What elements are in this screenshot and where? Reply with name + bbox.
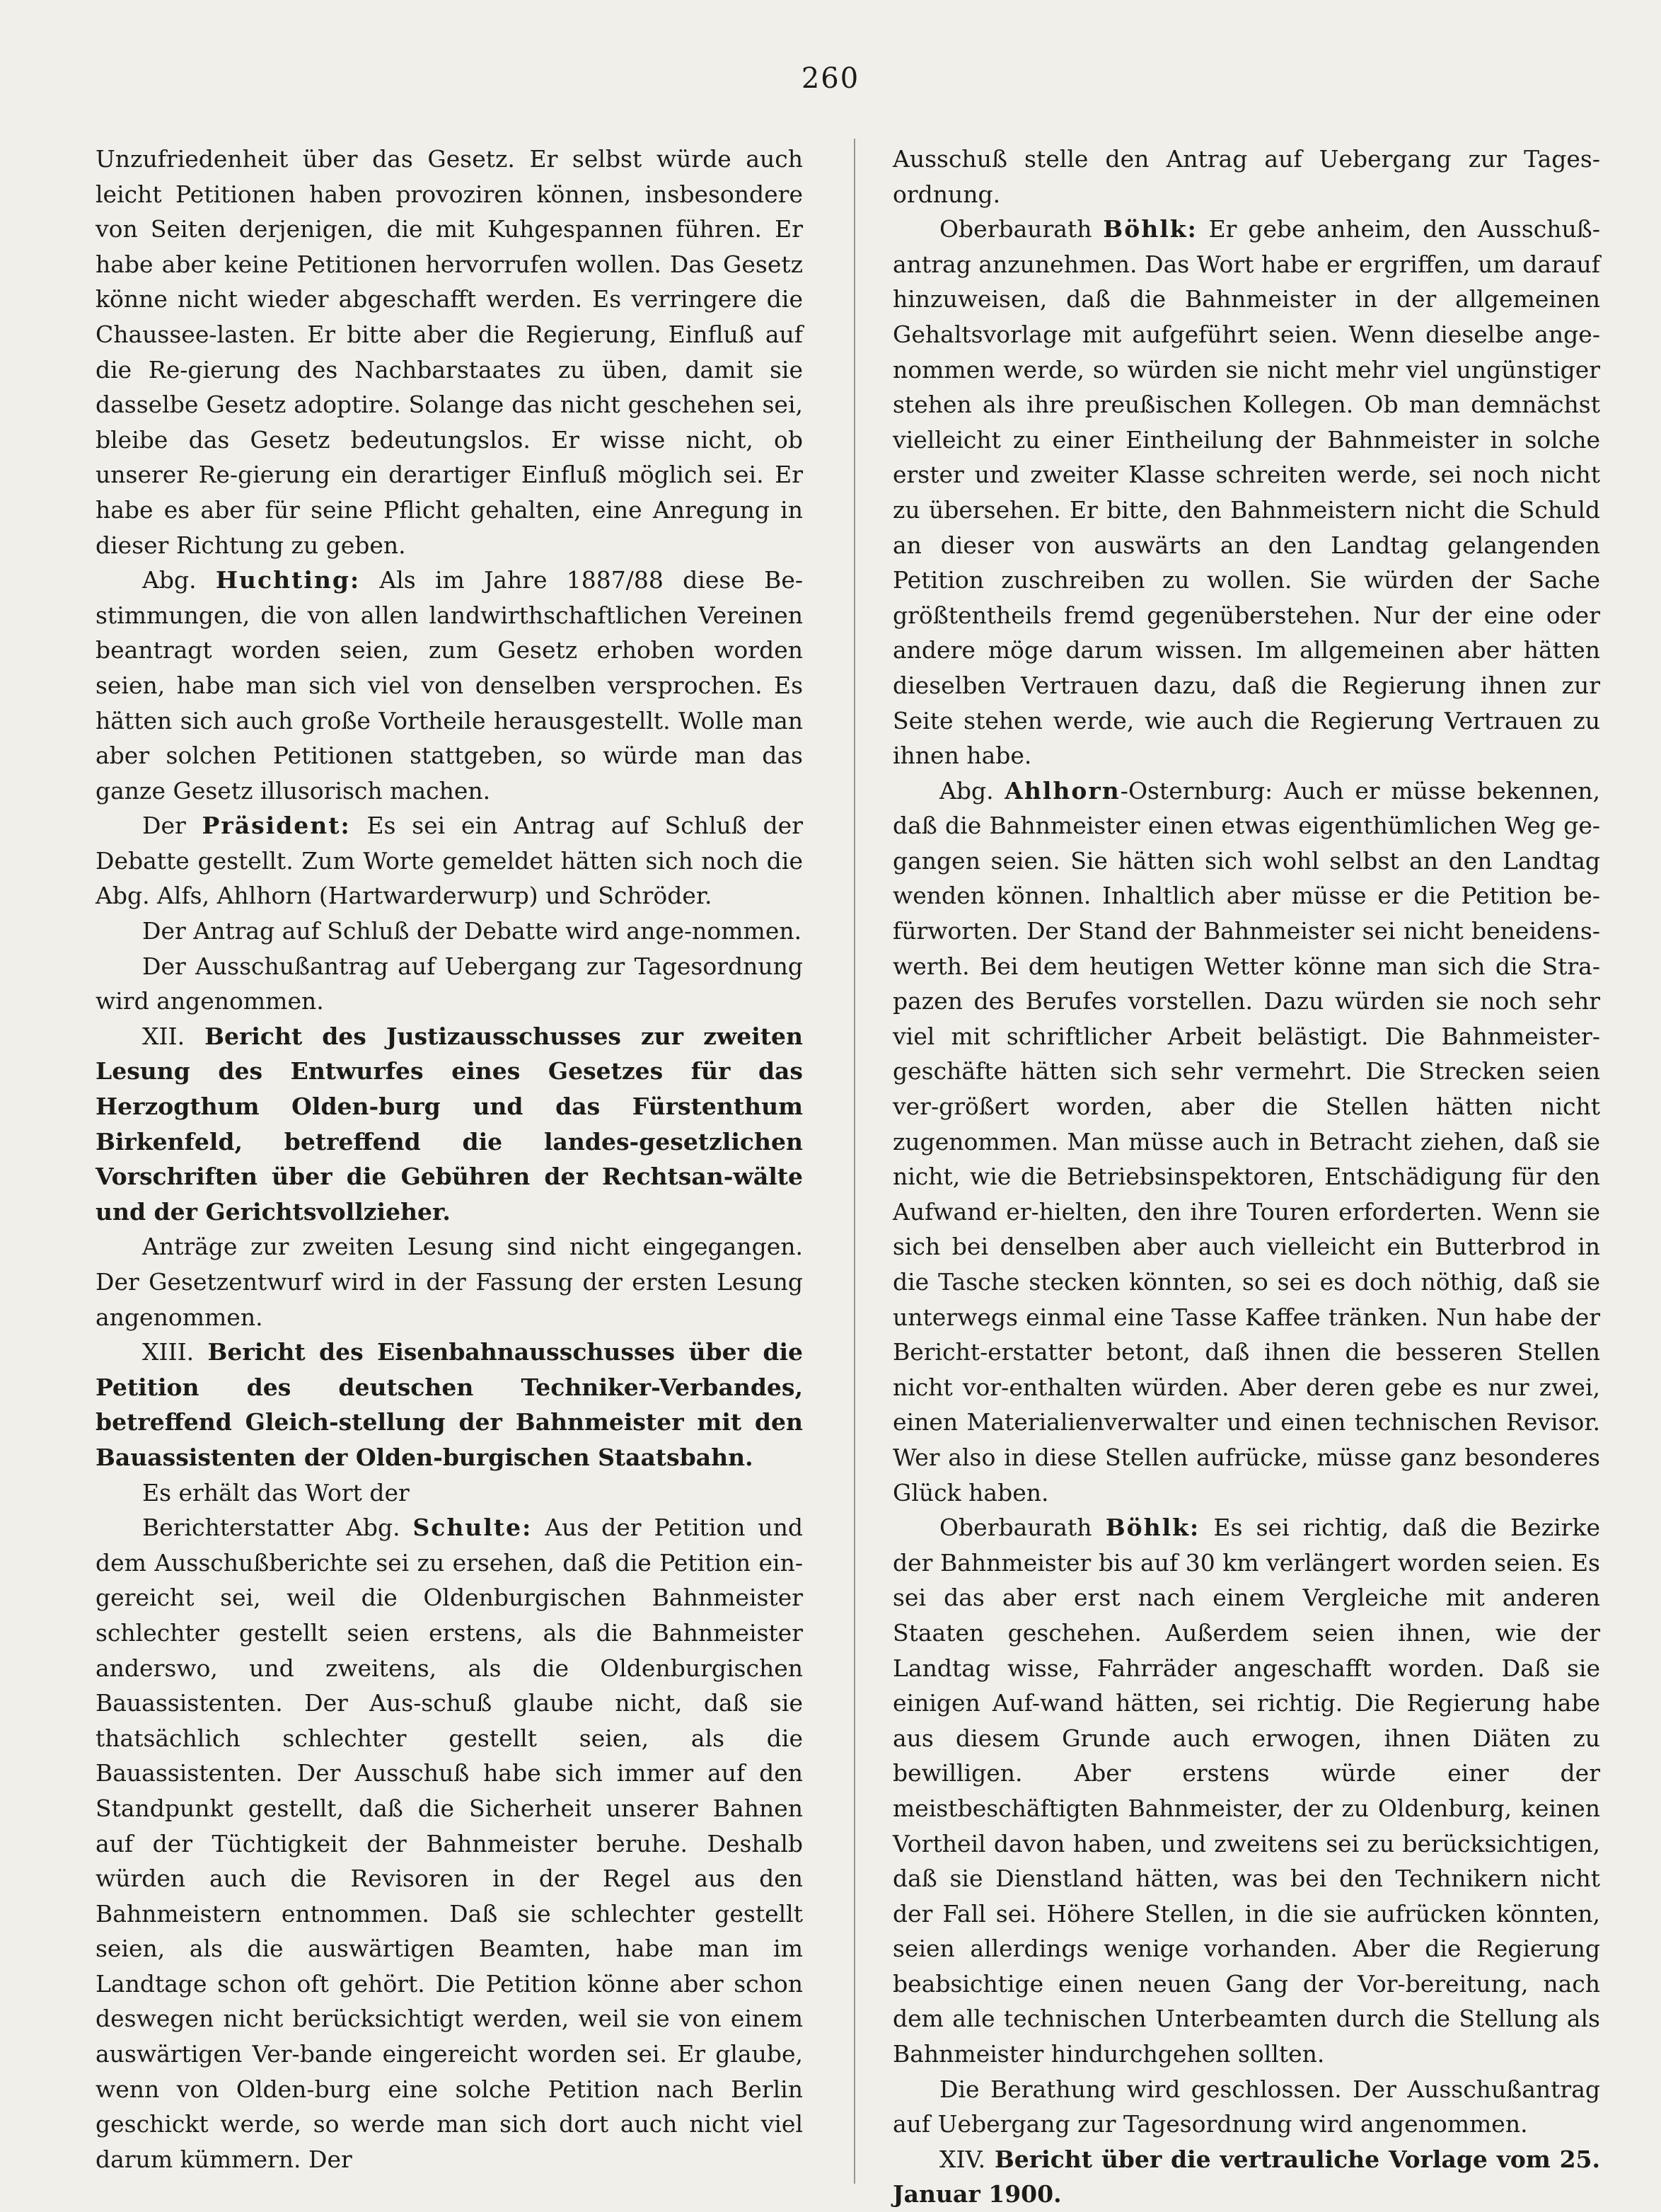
right-column — [893, 142, 1600, 2212]
speech-text: Es sei ein Antrag auf Schluß der Debatte gestellt. Zum Worte gemeldet hätten sich noch die Abg. Alfs, Ahlhorn (Hartwarderwurp) und Schröder. — [96, 812, 803, 910]
paragraph-boehlk — [893, 212, 1600, 773]
speaker-title: Der — [142, 812, 186, 840]
speech-text: Als im Jahre 1887/88 diese Be-stimmungen, die von allen landwirthschaftlichen Vereinen beantragt worden seien, zum Gesetz erhoben worden seien, habe man sich viel von denselben versprochen. Es hätten sich auch große Vortheile herausgestellt. Wolle man aber solchen Petitionen stattgeben, so würde man das ganze Gesetz illusorisch machen. — [96, 566, 803, 805]
speech-text: Er gebe anheim, den Ausschuß-antrag anzunehmen. Das Wort habe er ergriffen, um darauf hinzuweisen, daß die Bahnmeister in der allgemeinen Gehaltsvorlage mit aufgeführt seien. Wenn dieselbe ange-nommen werde, so würden sie nicht mehr viel ungünstiger stehen als ihre preußischen Kollegen. Ob man demnächst vielleicht zu einer Eintheilung der Bahnmeister in solche erster und zweiter Klasse schreiten werde, sei noch nicht zu übersehen. Er bitte, den Bahnmeistern nicht die Schuld an dieser von auswärts an den Landtag gelangenden Petition zuschreiben zu wollen. Sie würden der Sache größtentheils fremd gegenüberstehen. Nur der eine oder andere möge darum wissen. Im allgemeinen aber hätten dieselben Vertrauen dazu, daß die Regierung ihnen zur Seite stehen werde, wie auch die Regierung Vertrauen zu ihnen habe. — [893, 215, 1600, 770]
paragraph: Anträge zur zweiten Lesung sind nicht eingegangen. Der Gesetzentwurf wird in der Fassung der ersten Lesung angenommen. — [96, 1233, 803, 1331]
paragraph: Der Ausschußantrag auf Uebergang zur Tagesordnung wird angenommen. — [96, 952, 803, 1015]
paragraph: Unzufriedenheit über das Gesetz. Er selbst würde auch leicht Petitionen haben provoziren können, insbesondere von Seiten derjenigen, die mit Kuhgespannen führen. Er habe aber keine Petitionen hervorrufen wollen. Das Gesetz könne nicht wieder abgeschafft werden. Es verringere die Chaussee-lasten. Er bitte aber die Regierung, Einfluß auf die Re-gierung des Nachbarstaates zu üben, damit sie dasselbe Gesetz adoptire. Solange das nicht geschehen sei, bleibe das Gesetz bedeutungslos. Er wisse nicht, ob unserer Re-gierung ein derartiger Einfluß möglich sei. Er habe es aber für seine Pflicht gehalten, eine Anregung in dieser Richtung zu geben. — [96, 145, 803, 559]
paragraph: Ausschuß stelle den Antrag auf Uebergang zur Tages-ordnung. — [893, 145, 1600, 208]
section-title: Bericht des Justizausschusses zur zweiten Lesung des Entwurfes eines Gesetzes für das Herzogthum Olden-burg und das Fürstenthum Birkenfeld, betreffend die landes-gesetzlichen Vorschriften über die Gebühren der Rechtsan-wälte und der Gerichtsvollzieher. — [96, 1022, 803, 1226]
section-number: XII. — [142, 1022, 185, 1050]
speaker-name: Schulte: — [412, 1514, 533, 1542]
speaker-title: Oberbaurath — [939, 1514, 1092, 1542]
speech-text: Es sei richtig, daß die Bezirke der Bahnmeister bis auf 30 km verlängert worden seien. Es sei das aber erst nach einem Vergleiche mit anderen Staaten geschehen. Außerdem seien ihnen, wie der Landtag wisse, Fahrräder angeschafft worden. Daß sie einigen Auf-wand hätten, sei richtig. Die Regierung habe aus diesem Grunde auch erwogen, ihnen Diäten zu bewilligen. Aber erstens würde einer der meistbeschäftigten Bahnmeister, der zu Oldenburg, keinen Vortheil davon haben, und zweitens sei zu berücksichtigen, daß sie Dienstland hätten, was bei den Technikern nicht der Fall sei. Höhere Stellen, in die sie aufrücken könnten, seien allerdings wenige vorhanden. Aber die Regierung beabsichtige einen neuen Gang der Vor-bereitung, nach dem alle technischen Unterbeamten durch die Stellung als Bahnmeister hindurchgehen sollten. — [893, 1514, 1600, 2068]
section-title: Bericht des Eisenbahnausschusses über die Petition des deutschen Techniker-Verbandes, betreffend Gleich-stellung der Bahnmeister mit den Bauassistenten der Olden-burgischen Staatsbahn. — [96, 1338, 803, 1471]
speaker-title: Abg. — [142, 566, 197, 594]
paragraph: Der Antrag auf Schluß der Debatte wird ange-nommen. — [142, 917, 802, 945]
speaker-name: Huchting: — [215, 566, 361, 594]
paragraph: Die Berathung wird geschlossen. Der Ausschußantrag auf Uebergang zur Tagesordnung wird angenommen. — [893, 2075, 1600, 2138]
paragraph-praesident — [96, 808, 803, 914]
paragraph-boehlk-2 — [893, 1510, 1600, 2072]
speaker-title: Oberbaurath — [939, 215, 1092, 243]
section-title: Bericht über die vertrauliche Vorlage vom 25. Januar 1900. — [893, 2145, 1600, 2208]
speaker-name: Böhlk: — [1103, 215, 1198, 243]
section-heading-xii — [96, 1019, 803, 1230]
section-number: XIV. — [939, 2145, 986, 2173]
paragraph-ahlhorn — [893, 773, 1600, 1510]
page-number: 260 — [801, 62, 860, 95]
paragraph-schulte — [96, 1510, 803, 2177]
speech-text: -Osternburg: Auch er müsse bekennen, daß die Bahnmeister einen etwas eigenthümlichen Weg ge-gangen seien. Sie hätten sich wohl selbst an den Landtag wenden können. Inhaltlich aber müsse er die Petition be-fürworten. Der Stand der Bahnmeister sei nicht beneidens-werth. Bei dem heutigen Wetter könne man sich die Stra-pazen des Berufes vorstellen. Dazu würden sie noch sehr viel mit schriftlicher Arbeit belästigt. Die Bahnmeister-geschäfte hätten sich sehr vermehrt. Die Strecken seien ver-größert worden, aber die Stellen hätten nicht zugenommen. Man müsse auch in Betracht ziehen, daß sie nicht, wie die Betriebsinspektoren, Entschädigung für den Aufwand er-hielten, den ihre Touren erforderten. Wenn sie sich bei denselben aber auch vielleicht ein Butterbrod in die Tasche stecken könnten, so sei es doch nöthig, daß sie unterwegs einmal eine Tasse Kaffee tränken. Nun habe der Bericht-erstatter betont, daß ihnen die besseren Stellen nicht vor-enthalten würden. Aber deren gebe es nur zwei, einen Materialienverwalter und einen technischen Revisor. Wer also in diese Stellen aufrücke, müsse ganz besonderes Glück haben. — [893, 776, 1600, 1507]
speaker-name: Ahlhorn — [1005, 776, 1121, 805]
left-column — [96, 142, 803, 2177]
section-heading-xiii — [96, 1335, 803, 1475]
section-heading-xiv — [893, 2142, 1600, 2212]
speaker-title: Abg. — [939, 776, 994, 805]
paragraph: Es erhält das Wort der — [142, 1478, 410, 1507]
speech-text: Aus der Petition und dem Ausschußberichte sei zu ersehen, daß die Petition ein-gereicht sei, weil die Oldenburgischen Bahnmeister schlechter gestellt seien erstens, als die Bahnmeister anderswo, und zweitens, als die Oldenburgischen Bauassistenten. Der Aus-schuß glaube nicht, daß sie thatsächlich schlechter gestellt seien, als die Bauassistenten. Der Ausschuß habe sich immer auf den Standpunkt gestellt, daß die Sicherheit unserer Bahnen auf der Tüchtigkeit der Bahnmeister beruhe. Deshalb würden auch die Revisoren in der Regel aus den Bahnmeistern entnommen. Daß sie schlechter gestellt seien, als die auswärtigen Beamten, habe man im Landtage schon oft gehört. Die Petition könne aber schon deswegen nicht berücksichtigt werden, weil sie von einem auswärtigen Ver-bande eingereicht worden sei. Er glaube, wenn von Olden-burg eine solche Petition nach Berlin geschickt werde, so werde man sich dort auch nicht viel darum kümmern. Der — [96, 1514, 803, 2173]
column-divider — [854, 139, 855, 2184]
speaker-title: Berichterstatter Abg. — [142, 1514, 400, 1542]
speaker-name: Böhlk: — [1105, 1514, 1200, 1542]
speaker-name: Präsident: — [202, 812, 351, 840]
section-number: XIII. — [142, 1338, 195, 1366]
paragraph-huchting — [96, 563, 803, 808]
